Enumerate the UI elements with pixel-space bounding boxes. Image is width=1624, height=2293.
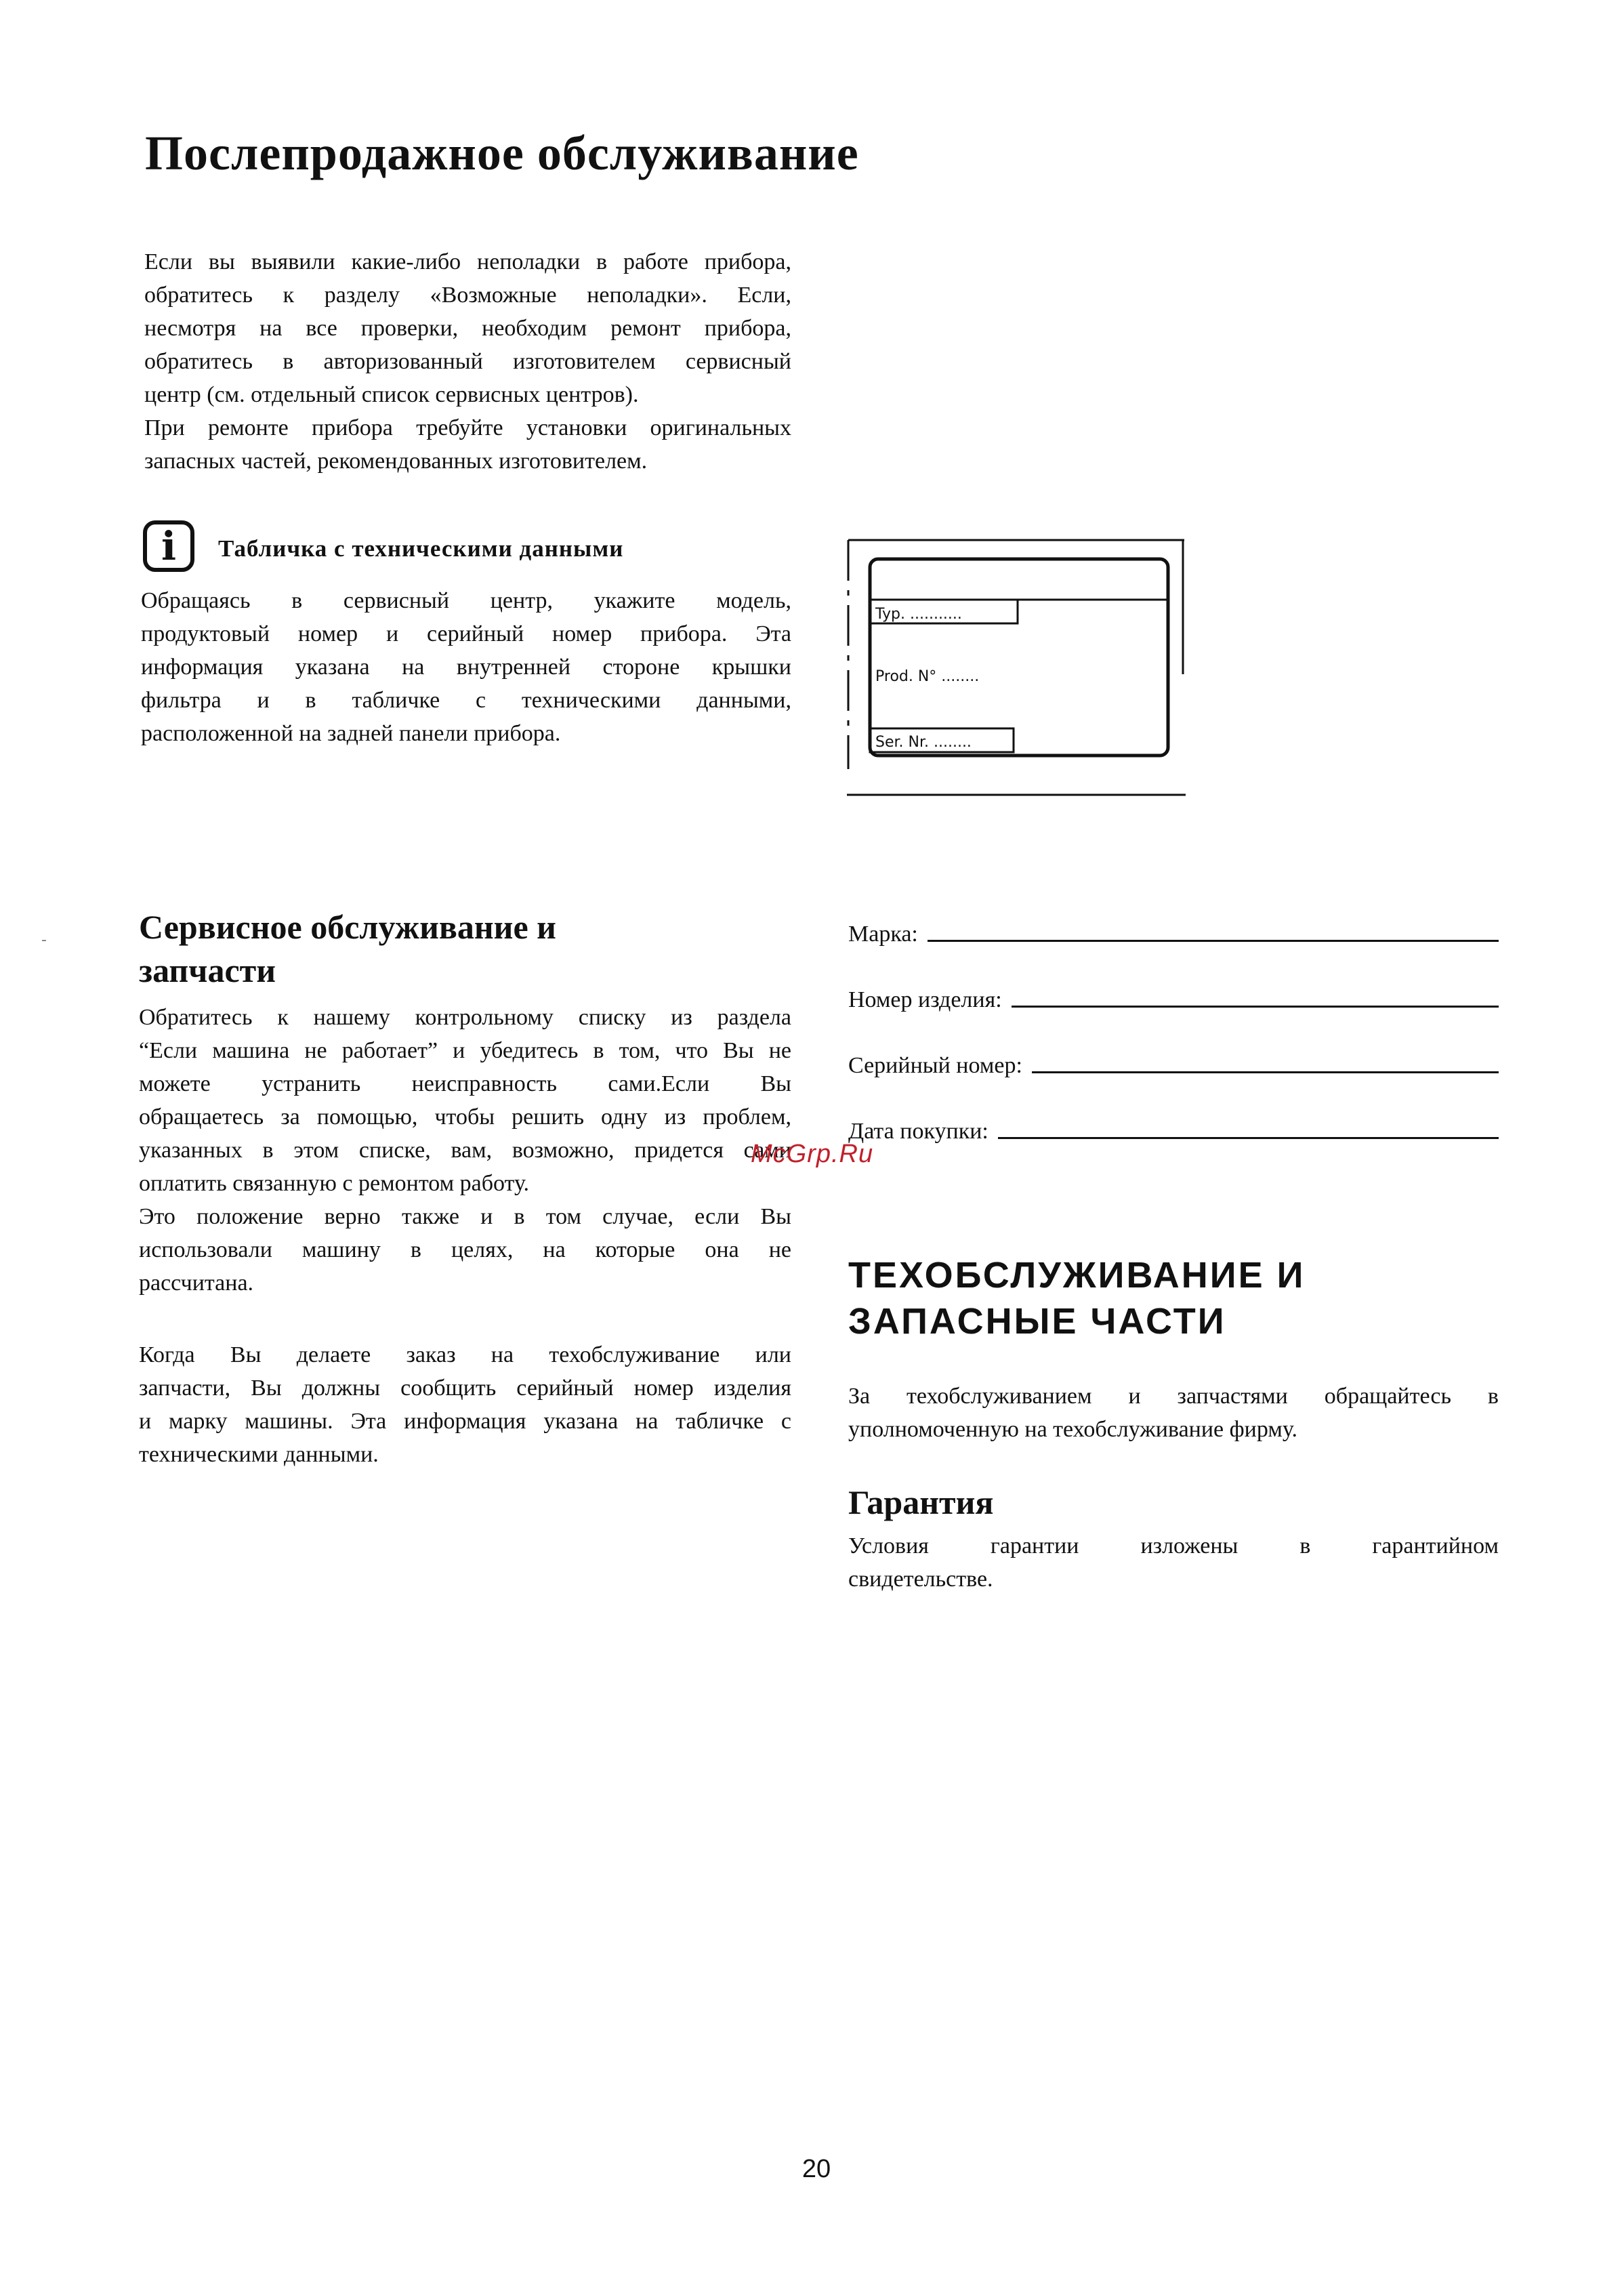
scan-mark (42, 940, 46, 941)
intro-line: обратитесь к разделу «Возможные неполадки». Если, (144, 283, 791, 308)
maintenance-heading (848, 1252, 1305, 1344)
plate-heading: Табличка с техническими данными (218, 535, 624, 562)
purchase-date-field[interactable] (998, 1137, 1499, 1139)
form-row-purchase-date (848, 1111, 1499, 1144)
plate-line: информация указана на внутренней стороне крышки (141, 655, 791, 680)
service-line: запчасти, Вы должны сообщить серийный номер изделия (139, 1376, 791, 1401)
serial-number-label: Серийный номер: (848, 1053, 1022, 1078)
intro-line: запасных частей, рекомендованных изготовителем. (144, 449, 648, 474)
brand-field[interactable] (928, 940, 1499, 942)
plate-paragraph (141, 584, 791, 750)
form-row-brand (848, 913, 1499, 947)
service-line: использовали машину в целях, на которые она не (139, 1237, 791, 1262)
plate-line: расположенной на задней панели прибора. (141, 721, 561, 746)
service-line: техническими данными. (139, 1442, 379, 1467)
page-title: Послепродажное обслуживание (145, 126, 859, 180)
intro-paragraph (144, 245, 791, 478)
service-heading-line: Сервисное обслуживание и (139, 908, 556, 946)
intro-line: обратитесь в авторизованный изготовителем сервисный (144, 349, 791, 374)
form-row-product-number (848, 979, 1499, 1013)
service-heading-line: запчасти (139, 951, 276, 989)
plate-prod-label: Prod. N° ........ (875, 668, 980, 685)
service-line: можете устранить неисправность сами.Если Вы (139, 1071, 791, 1096)
page-number: 20 (801, 2155, 831, 2183)
maintenance-line: За техобслуживанием и запчастями обращайтесь в (848, 1384, 1499, 1409)
form-row-serial-number (848, 1045, 1499, 1079)
purchase-date-label: Дата покупки: (848, 1119, 988, 1144)
service-line: указанных в этом списке, вам, возможно, придется сами (139, 1138, 791, 1163)
warranty-line: свидетельстве. (848, 1567, 993, 1592)
maintenance-paragraph (848, 1380, 1499, 1446)
intro-line: несмотря на все проверки, необходим ремонт прибора, (144, 316, 791, 341)
brand-label: Марка: (848, 922, 918, 947)
service-line: Это положение верно также и в том случае, если Вы (139, 1204, 791, 1229)
service-line: обращаетесь за помощью, чтобы решить одну из проблем, (139, 1104, 791, 1130)
plate-ser-label: Ser. Nr. ........ (875, 734, 972, 751)
maintenance-heading-line: ЗАПАСНЫЕ ЧАСТИ (848, 1301, 1226, 1342)
service-line: Когда Вы делаете заказ на техобслуживание или (139, 1342, 791, 1367)
maintenance-heading-line: ТЕХОБСЛУЖИВАНИЕ И (848, 1255, 1306, 1296)
plate-typ-label: Typ. ........... (875, 606, 962, 623)
purchase-info-form (848, 913, 1499, 1176)
service-paragraph-2 (139, 1338, 791, 1471)
product-number-label: Номер изделия: (848, 987, 1002, 1012)
rating-plate-figure (847, 539, 1189, 803)
service-heading (139, 905, 556, 992)
maintenance-line: уполномоченную на техобслуживание фирму. (848, 1417, 1297, 1442)
plate-line: фильтра и в табличке с техническими данными, (141, 688, 791, 713)
warranty-line: Условия гарантии изложены в гарантийном (848, 1533, 1499, 1558)
info-icon: i (143, 520, 194, 572)
plate-line: продуктовый номер и серийный номер прибора. Эта (141, 621, 791, 646)
intro-line: Если вы выявили какие-либо неполадки в работе прибора, (144, 249, 791, 274)
product-number-field[interactable] (1012, 1006, 1499, 1008)
intro-line: центр (см. отдельный список сервисных центров). (144, 382, 639, 407)
service-paragraph-1 (139, 1001, 791, 1300)
watermark: McGrp.Ru (751, 1140, 874, 1168)
serial-number-field[interactable] (1032, 1071, 1499, 1073)
warranty-heading: Гарантия (848, 1483, 994, 1521)
warranty-paragraph (848, 1529, 1499, 1596)
plate-line: Обращаясь в сервисный центр, укажите модель, (141, 588, 791, 613)
intro-line: При ремонте прибора требуйте установки оригинальных (144, 415, 791, 440)
service-line: оплатить связанную с ремонтом работу. (139, 1171, 530, 1196)
service-line: Обратитесь к нашему контрольному списку из раздела (139, 1005, 791, 1030)
service-line: и марку машины. Эта информация указана на табличке с (139, 1409, 791, 1434)
service-line: рассчитана. (139, 1271, 254, 1296)
service-line: “Если машина не работает” и убедитесь в том, что Вы не (139, 1038, 791, 1063)
